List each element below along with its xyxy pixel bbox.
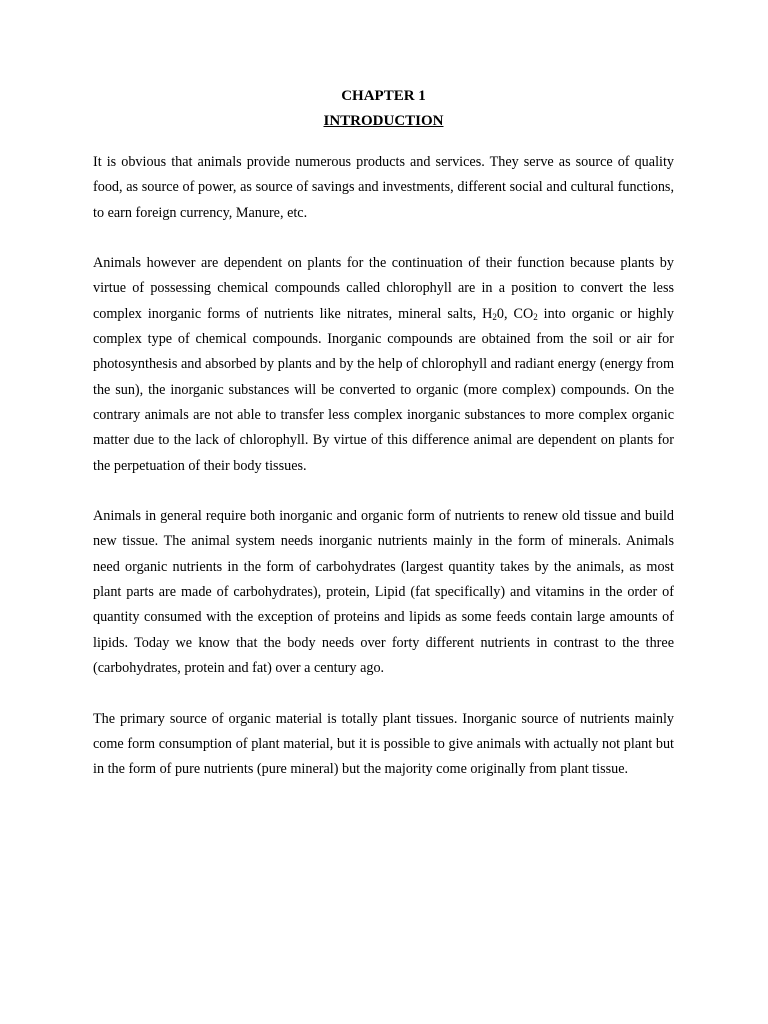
chapter-label: CHAPTER 1 — [341, 88, 426, 104]
paragraph-4: The primary source of organic material is totally plant tissues. Inorganic source of nutrients mainly come form consumption of plant material, but it is possible to give animals with actually not plant but in the form of pure nutrients (pure mineral) but the majority come originally from plant tissue. — [93, 710, 674, 778]
chapter-heading — [93, 84, 674, 134]
paragraph-2-text-a: Animals however are dependent on plants for the continuation of their function because plants by virtue of possessing chemical compounds called chlorophyll are in a position to convert the less complex inorganic forms of nutrients like nitrates, mineral salts, H — [93, 255, 674, 322]
h2o-subscript: 2 — [492, 311, 497, 322]
chapter-title: INTRODUCTION — [323, 113, 444, 129]
paragraph-3: Animals in general require both inorganic and organic form of nutrients to renew old tissue and build new tissue. The animal system needs inorganic nutrients mainly in the form of minerals. Animals need organic nutrients in the form of carbohydrates (largest quantity takes by the animals, as most plant parts are made of carbohydrates), protein, Lipid (fat specifically) and vitamins in the order of quantity consumed with the exception of proteins and lipids as some feeds contain large amounts of lipids. Today we know that the body needs over forty different nutrients in contrast to the three (carbohydrates, protein and fat) over a century ago. — [93, 508, 674, 676]
paragraph-2 — [93, 251, 674, 479]
paragraph-1: It is obvious that animals provide numerous products and services. They serve as source of quality food, as source of power, as source of savings and investments, different social and cultural functions, to earn foreign currency, Manure, etc. — [93, 154, 674, 221]
co2-subscript: 2 — [533, 311, 538, 322]
paragraph-2-text-c: into organic or highly complex type of chemical compounds. Inorganic compounds are obtained from the soil or air for photosynthesis and absorbed by plants and by the help of chlorophyll and radiant energy (energy from the sun), the inorganic substances will be converted to organic (more complex) compounds. On the contrary animals are not able to transfer less complex inorganic substances to more complex organic matter due to the lack of chlorophyll. By virtue of this difference animal are dependent on plants for the perpetuation of their body tissues. — [93, 305, 675, 474]
paragraph-2-text-b: 0, CO — [496, 305, 534, 322]
document-page — [93, 84, 674, 808]
